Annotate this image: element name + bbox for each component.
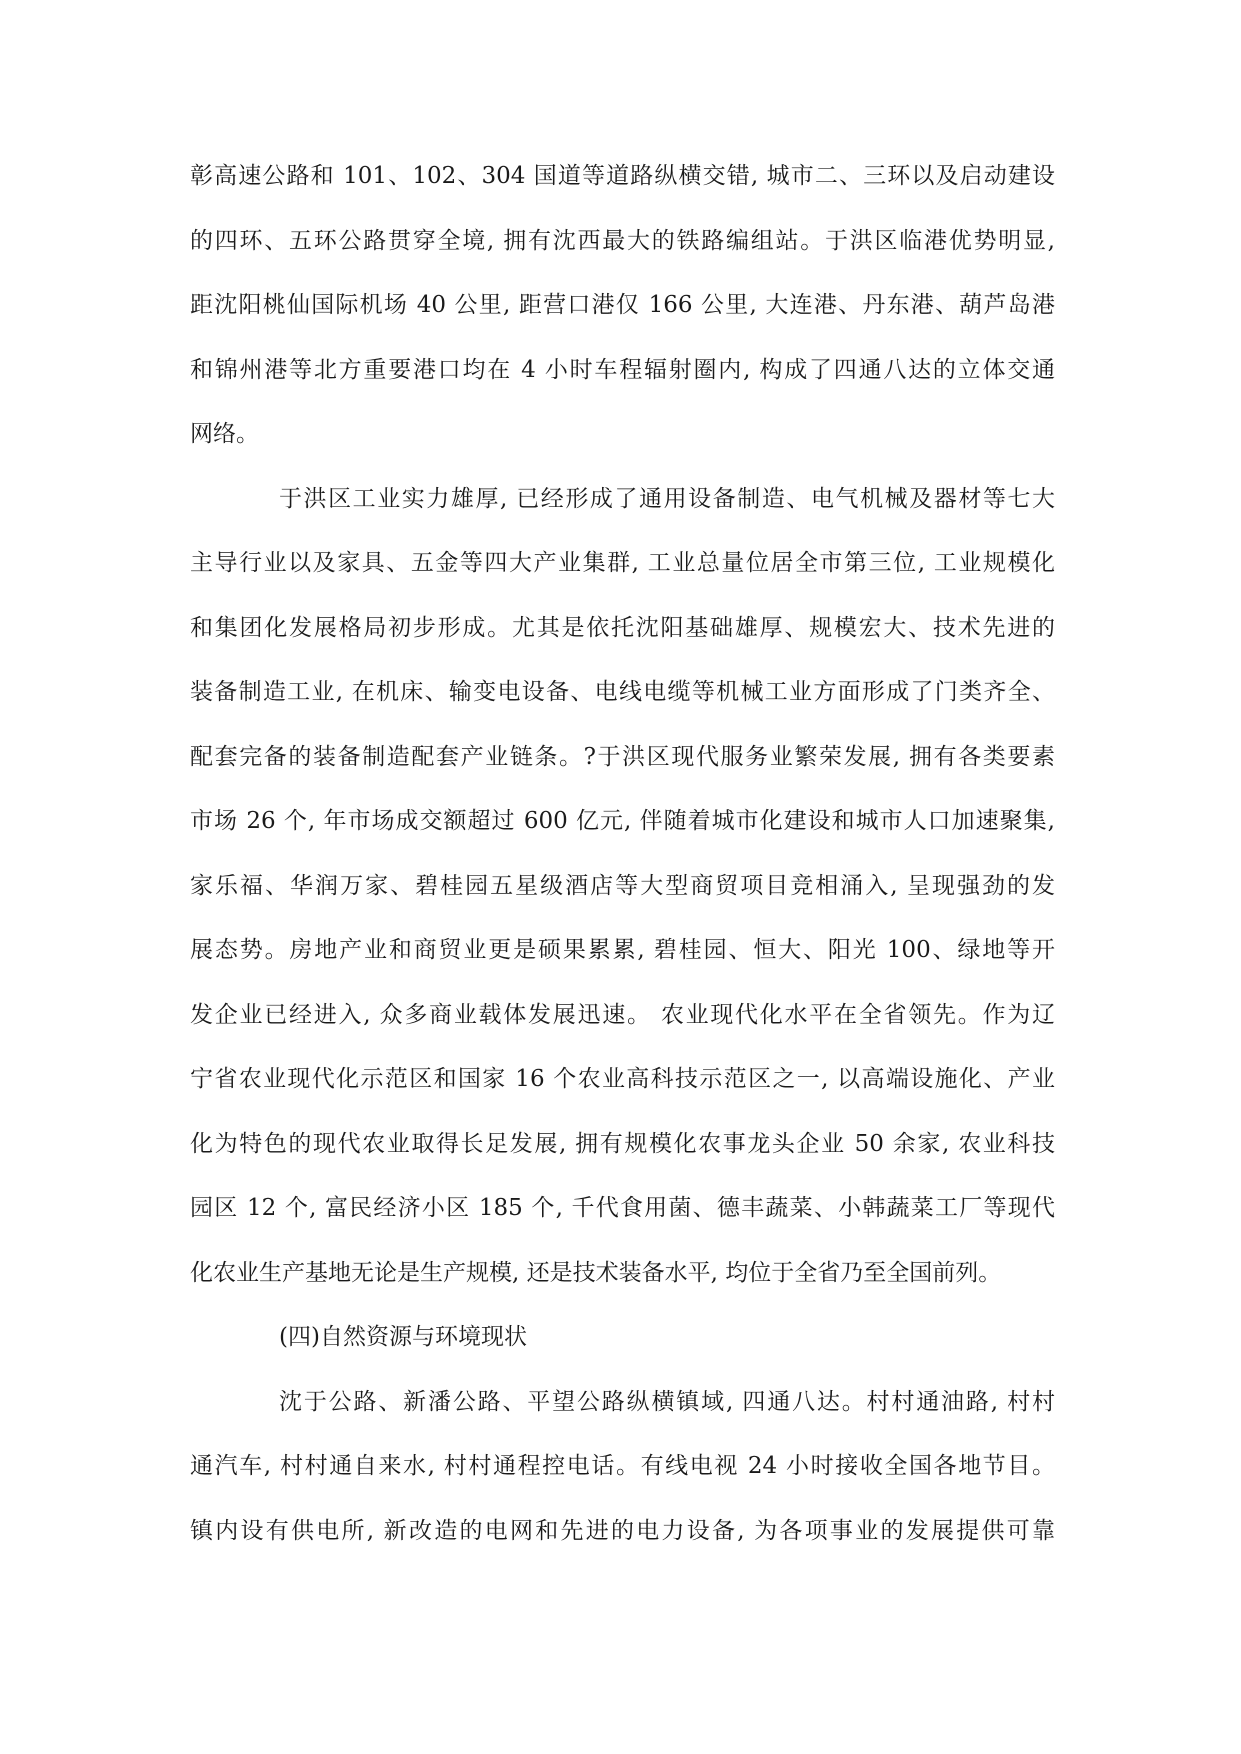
text-line: 配套完备的装备制造配套产业链条。?于洪区现代服务业繁荣发展, 拥有各类要素	[190, 743, 1055, 770]
text-line: 的四环、五环公路贯穿全境, 拥有沈西最大的铁路编组站。于洪区临港优势明显,	[190, 227, 1055, 254]
text-line: 展态势。房地产业和商贸业更是硕果累累, 碧桂园、恒大、阳光 100、绿地等开	[190, 937, 1055, 963]
text-line: 距沈阳桃仙国际机场 40 公里, 距营口港仅 166 公里, 大连港、丹东港、葫芦岛港	[190, 292, 1055, 318]
text-line: 镇内设有供电所, 新改造的电网和先进的电力设备, 为各项事业的发展提供可靠	[190, 1517, 1055, 1544]
text-line: 和锦州港等北方重要港口均在 4 小时车程辐射圈内, 构成了四通八达的立体交通	[190, 356, 1055, 383]
section-heading: (四)自然资源与环境现状	[279, 1324, 527, 1350]
text-line: 化农业生产基地无论是生产规模, 还是技术装备水平, 均位于全省乃至全国前列。	[190, 1259, 1002, 1286]
text-line: 发企业已经进入, 众多商业载体发展迅速。 农业现代化水平在全省领先。作为辽	[190, 1001, 1055, 1028]
document-body	[190, 160, 1055, 1579]
text-line: 园区 12 个, 富民经济小区 185 个, 千代食用菌、德丰蔬菜、小韩蔬菜工厂等现代	[190, 1195, 1055, 1221]
paragraph-first-line: 于洪区工业实力雄厚, 已经形成了通用设备制造、电气机械及器材等七大	[279, 485, 1055, 512]
text-line: 宁省农业现代化示范区和国家 16 个农业高科技示范区之一, 以高端设施化、产业	[190, 1066, 1055, 1092]
paragraph-first-line: 沈于公路、新潘公路、平望公路纵横镇域, 四通八达。村村通油路, 村村	[279, 1388, 1055, 1415]
text-line: 装备制造工业, 在机床、输变电设备、电线电缆等机械工业方面形成了门类齐全、	[190, 679, 1055, 705]
text-line: 和集团化发展格局初步形成。尤其是依托沈阳基础雄厚、规模宏大、技术先进的	[190, 614, 1055, 641]
text-line: 市场 26 个, 年市场成交额超过 600 亿元, 伴随着城市化建设和城市人口加速聚集,	[190, 808, 1055, 834]
text-line: 网络。	[190, 421, 259, 447]
text-line: 化为特色的现代农业取得长足发展, 拥有规模化农事龙头企业 50 余家, 农业科技	[190, 1130, 1055, 1157]
text-line: 彰高速公路和 101、102、304 国道等道路纵横交错, 城市二、三环以及启动建设	[190, 163, 1055, 189]
text-line: 主导行业以及家具、五金等四大产业集群, 工业总量位居全市第三位, 工业规模化	[190, 550, 1055, 576]
text-line: 家乐福、华润万家、碧桂园五星级酒店等大型商贸项目竞相涌入, 呈现强劲的发	[190, 872, 1055, 899]
text-line: 通汽车, 村村通自来水, 村村通程控电话。有线电视 24 小时接收全国各地节目。	[190, 1453, 1055, 1479]
